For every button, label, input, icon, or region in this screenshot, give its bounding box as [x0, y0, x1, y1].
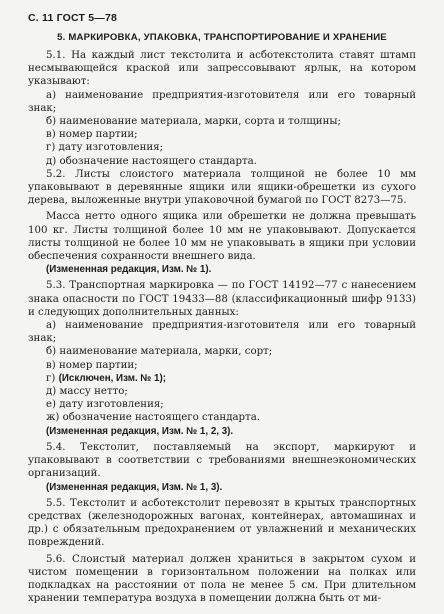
clause-5-4: 5.4. Текстолит, поставляемый на экспорт, маркируют и упаковывают в соответствии с требованиями внешнеэкономических организаций.	[28, 441, 416, 480]
clause-5-3-item-e: е) дату изготовления;	[46, 399, 164, 411]
clause-5-1-item-a: а) наименование предприятия-изготовителя или его товарный знак;	[28, 89, 416, 114]
clause-5-6: 5.6. Слоистый материал должен храниться в закрытом сухом и чистом помещении в горизонтальном положении на полках или подкладках на расстоянии от пола не менее 5 см. При длительном хранении температура воздуха в помещении должна быть от ми-	[28, 553, 416, 605]
clause-5-3-item-v: в) номер партии;	[46, 359, 138, 371]
clause-5-5: 5.5. Текстолит и асботекстолит перевозят в крытых транспортных средствах (железнодорожных вагонах, контейнерах, автомашинах и др.) с обязательным предохранением от увлажнений и механических повреждений.	[28, 497, 416, 549]
clause-5-1-item-g: г) дату изготовления;	[46, 142, 164, 154]
clause-5-3-item-g-prefix: г)	[46, 372, 56, 384]
clause-5-3-item-a: а) наименование предприятия-изготовителя или его товарный знак;	[28, 320, 416, 345]
section-title: 5. МАРКИРОВКА, УПАКОВКА, ТРАНСПОРТИРОВАНИЕ И ХРАНЕНИЕ	[57, 32, 387, 43]
clause-5-4-amendment-note: (Измененная редакция, Изм. № 1, 3).	[46, 481, 223, 493]
clause-5-3-item-d: д) массу нетто;	[46, 386, 128, 398]
clause-5-3-item-b: б) наименование материала, марки, сорт;	[46, 346, 273, 358]
clause-5-3-amendment-note: (Измененная редакция, Изм. № 1, 2, 3).	[46, 425, 234, 437]
clause-5-1-item-b: б) наименование материала, марки, сорта и толщины;	[46, 116, 341, 128]
clause-5-2-mass: Масса нетто одного ящика или обрешетки не должна превышать 100 кг. Листы толщиной более 10 мм не упаковывают. Допускается листы толщиной не более 10 мм не упаковывать в ящики при условии обеспечения сохранности внешнего вида.	[28, 211, 416, 263]
clause-5-3-item-zh: ж) обозначение настоящего стандарта.	[46, 412, 261, 424]
clause-5-2-amendment-note: (Измененная редакция, Изм. № 1).	[46, 264, 212, 276]
clause-5-1: 5.1. На каждый лист текстолита и асботекстолита ставят штамп несмывающейся краской или запрессовывают ярлык, на котором указывают:	[28, 50, 416, 88]
clause-5-3-item-g-excluded: (Исключен, Изм. № 1);	[58, 372, 167, 384]
clause-5-3: 5.3. Транспортная маркировка — по ГОСТ 14192—77 с нанесением знака опасности по ГОСТ 19433—88 (классификационный шифр 9133) и следующих дополнительных данных:	[28, 280, 416, 318]
clause-5-3-item-g	[28, 372, 416, 385]
clause-5-1-item-d: д) обозначение настоящего стандарта.	[46, 155, 257, 167]
page-header: С. 11 ГОСТ 5—78	[28, 12, 118, 24]
document-body	[28, 49, 416, 605]
clause-5-2: 5.2. Листы слоистого материала толщиной не более 10 мм упаковывают в деревянные ящики или ящики-обрешетки из сухого дерева, выложенные внутри упаковочной бумагой по ГОСТ 8273—75.	[28, 168, 416, 207]
clause-5-1-item-v: в) номер партии;	[46, 129, 138, 141]
